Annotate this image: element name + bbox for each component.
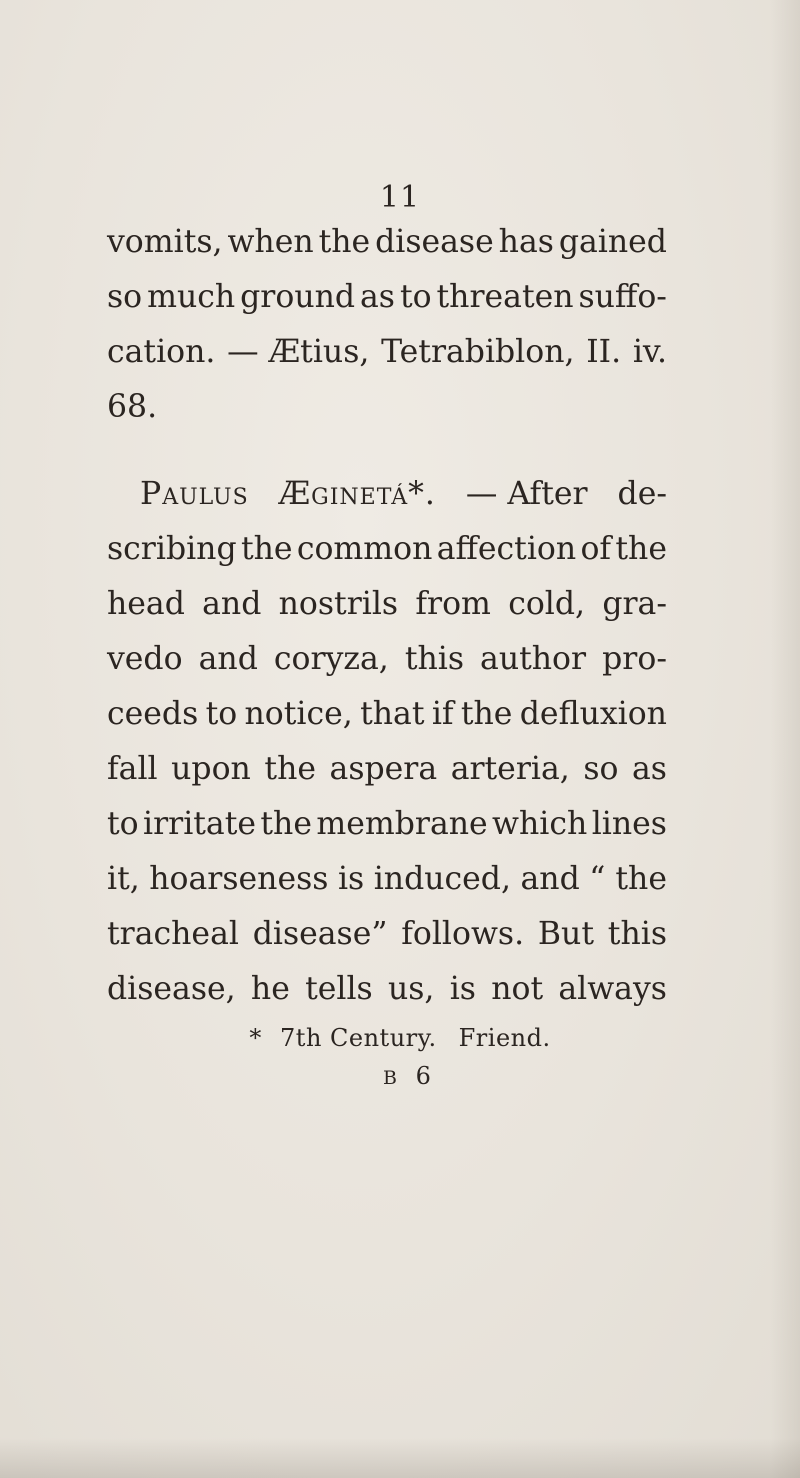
signature-number: 6 bbox=[415, 1062, 433, 1090]
footnote-source: Friend. bbox=[458, 1024, 551, 1052]
text-line: head and nostrils from cold, gra- bbox=[107, 586, 667, 622]
text-line: cation. — Ætius, Tetrabiblon, II. iv. bbox=[107, 334, 667, 370]
text-line: vedo and coryza, this author pro- bbox=[107, 641, 667, 677]
signature-letter: B bbox=[383, 1067, 399, 1089]
text-line: 68. bbox=[107, 389, 158, 425]
author-name: Paulus bbox=[140, 476, 249, 512]
footnote bbox=[0, 1024, 800, 1052]
text-line: ceeds to notice, that if the defluxion bbox=[107, 696, 667, 732]
text-line: scribing the common affection of the bbox=[107, 531, 667, 567]
page-bottom-shadow bbox=[0, 1438, 800, 1478]
page-number: 11 bbox=[379, 180, 421, 215]
footnote-marker: * bbox=[249, 1024, 262, 1052]
author-name: Æginetá*. bbox=[278, 476, 436, 512]
text-line: it, hoarseness is induced, and “ the bbox=[107, 861, 667, 897]
text-line: vomits, when the disease has gained bbox=[107, 224, 667, 260]
paragraph-lead-line: Paulus Æginetá*. — After de- bbox=[140, 476, 667, 512]
footnote-century: 7th Century. bbox=[280, 1024, 437, 1052]
text-line: tracheal disease” follows. But this bbox=[107, 916, 667, 952]
signature-mark bbox=[0, 1062, 800, 1090]
page-edge-shadow bbox=[770, 0, 800, 1478]
text-line: fall upon the aspera arteria, so as bbox=[107, 751, 667, 787]
text-line: disease, he tells us, is not always bbox=[107, 971, 667, 1007]
text-line: so much ground as to threaten suffo- bbox=[107, 279, 667, 315]
text-line: to irritate the membrane which lines bbox=[107, 806, 667, 842]
